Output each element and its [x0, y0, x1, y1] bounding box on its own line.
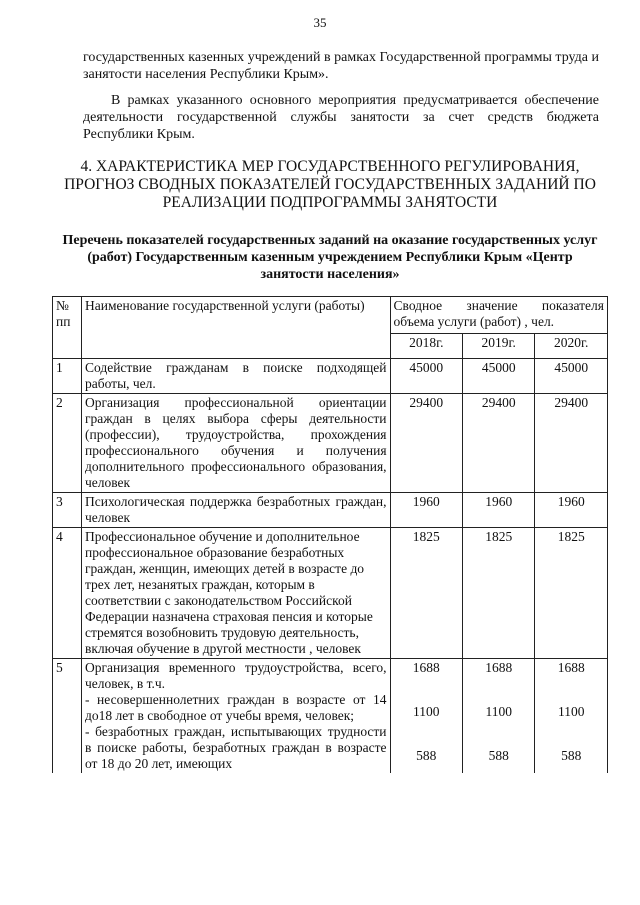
row-value: 1688 — [412, 660, 440, 675]
paragraph: В рамках указанного основного мероприятия предусматривается обеспечение деятельности государственной службы занятости за счет средств бюджета Республики Крым. — [83, 93, 599, 142]
row-num: 2 — [53, 394, 82, 493]
row-value-group — [390, 659, 462, 774]
row-value: 1688 — [557, 660, 585, 675]
table-row — [53, 493, 608, 528]
row-value: 1825 — [390, 528, 462, 659]
header-year: 2018г. — [390, 334, 462, 359]
row-value-group — [535, 659, 608, 774]
row-value: 1825 — [535, 528, 608, 659]
row-value: 588 — [416, 748, 437, 763]
table-header-row — [53, 297, 608, 334]
table-row — [53, 528, 608, 659]
table-caption: Перечень показателей государственных заданий на оказание государственных услуг (работ) Государственным казенным учреждением Республики Крым «Центр занятости населения» — [62, 233, 598, 282]
row-num: 1 — [53, 359, 82, 394]
table-row — [53, 659, 608, 774]
row-value: 1100 — [413, 704, 440, 719]
row-num: 5 — [53, 659, 82, 774]
row-value: 1960 — [390, 493, 462, 528]
row-service-name-line: - безработных граждан, испытывающих трудности в поиске работы, безработных граждан в возрасте от 18 до 20 лет, имеющих — [84, 724, 387, 771]
row-value: 1688 — [485, 660, 513, 675]
row-value: 588 — [561, 748, 582, 763]
row-value: 1100 — [557, 704, 585, 719]
row-service-name-line: - несовершеннолетних граждан в возрасте от 14 до18 лет в свободное от учебы время, человек; — [84, 692, 387, 723]
row-value-group — [463, 659, 535, 774]
header-year: 2019г. — [463, 334, 535, 359]
paragraph: государственных казенных учреждений в рамках Государственной программы труда и занятости населения Республики Крым». — [83, 50, 599, 82]
row-value: 1960 — [535, 493, 608, 528]
header-num: № пп — [53, 297, 82, 359]
row-service-name: Содействие гражданам в поиске подходящей работы, чел. — [81, 359, 390, 394]
row-value: 45000 — [535, 359, 608, 394]
row-service-name — [81, 659, 390, 774]
row-value: 45000 — [463, 359, 535, 394]
header-service-name: Наименование государственной услуги (работы) — [81, 297, 390, 359]
row-service-name: Организация профессиональной ориентации граждан в целях выбора сферы деятельности (профессии), трудоустройства, прохождения профессионального обучения и получения дополнительного профессионального образования, человек — [81, 394, 390, 493]
row-value: 1100 — [485, 704, 512, 719]
table-row — [53, 394, 608, 493]
row-service-name: Профессиональное обучение и дополнительное профессиональное образование безработных граждан, женщин, имеющих детей в возрасте до трех лет, незанятых граждан, которым в соответствии с законодательством Российской Федерации назначена страховая пенсия и которые стремятся возобновить трудовую деятельность, включая обучение в другой местности , человек — [81, 528, 390, 659]
header-summary-value: Сводное значение показателя объема услуги (работ) , чел. — [390, 297, 607, 334]
row-service-name: Психологическая поддержка безработных граждан, человек — [81, 493, 390, 528]
row-num: 3 — [53, 493, 82, 528]
row-value: 29400 — [390, 394, 462, 493]
indicators-table — [52, 296, 608, 773]
row-value: 1960 — [463, 493, 535, 528]
row-service-name-line: Организация временного трудоустройства, всего, человек, в т.ч. — [84, 660, 387, 691]
row-value: 45000 — [390, 359, 462, 394]
section-heading: 4. ХАРАКТЕРИСТИКА МЕР ГОСУДАРСТВЕННОГО РЕГУЛИРОВАНИЯ, ПРОГНОЗ СВОДНЫХ ПОКАЗАТЕЛЕЙ ГОСУДАРСТВЕННЫХ ЗАДАНИЙ ПО РЕАЛИЗАЦИИ ПОДПРОГРАММЫ ЗАНЯТОСТИ — [64, 158, 596, 211]
page-number: 35 — [313, 15, 327, 30]
row-value: 1825 — [463, 528, 535, 659]
row-value: 588 — [488, 748, 509, 763]
header-year: 2020г. — [535, 334, 608, 359]
row-num: 4 — [53, 528, 82, 659]
row-value: 29400 — [463, 394, 535, 493]
table-row — [53, 359, 608, 394]
row-value: 29400 — [535, 394, 608, 493]
